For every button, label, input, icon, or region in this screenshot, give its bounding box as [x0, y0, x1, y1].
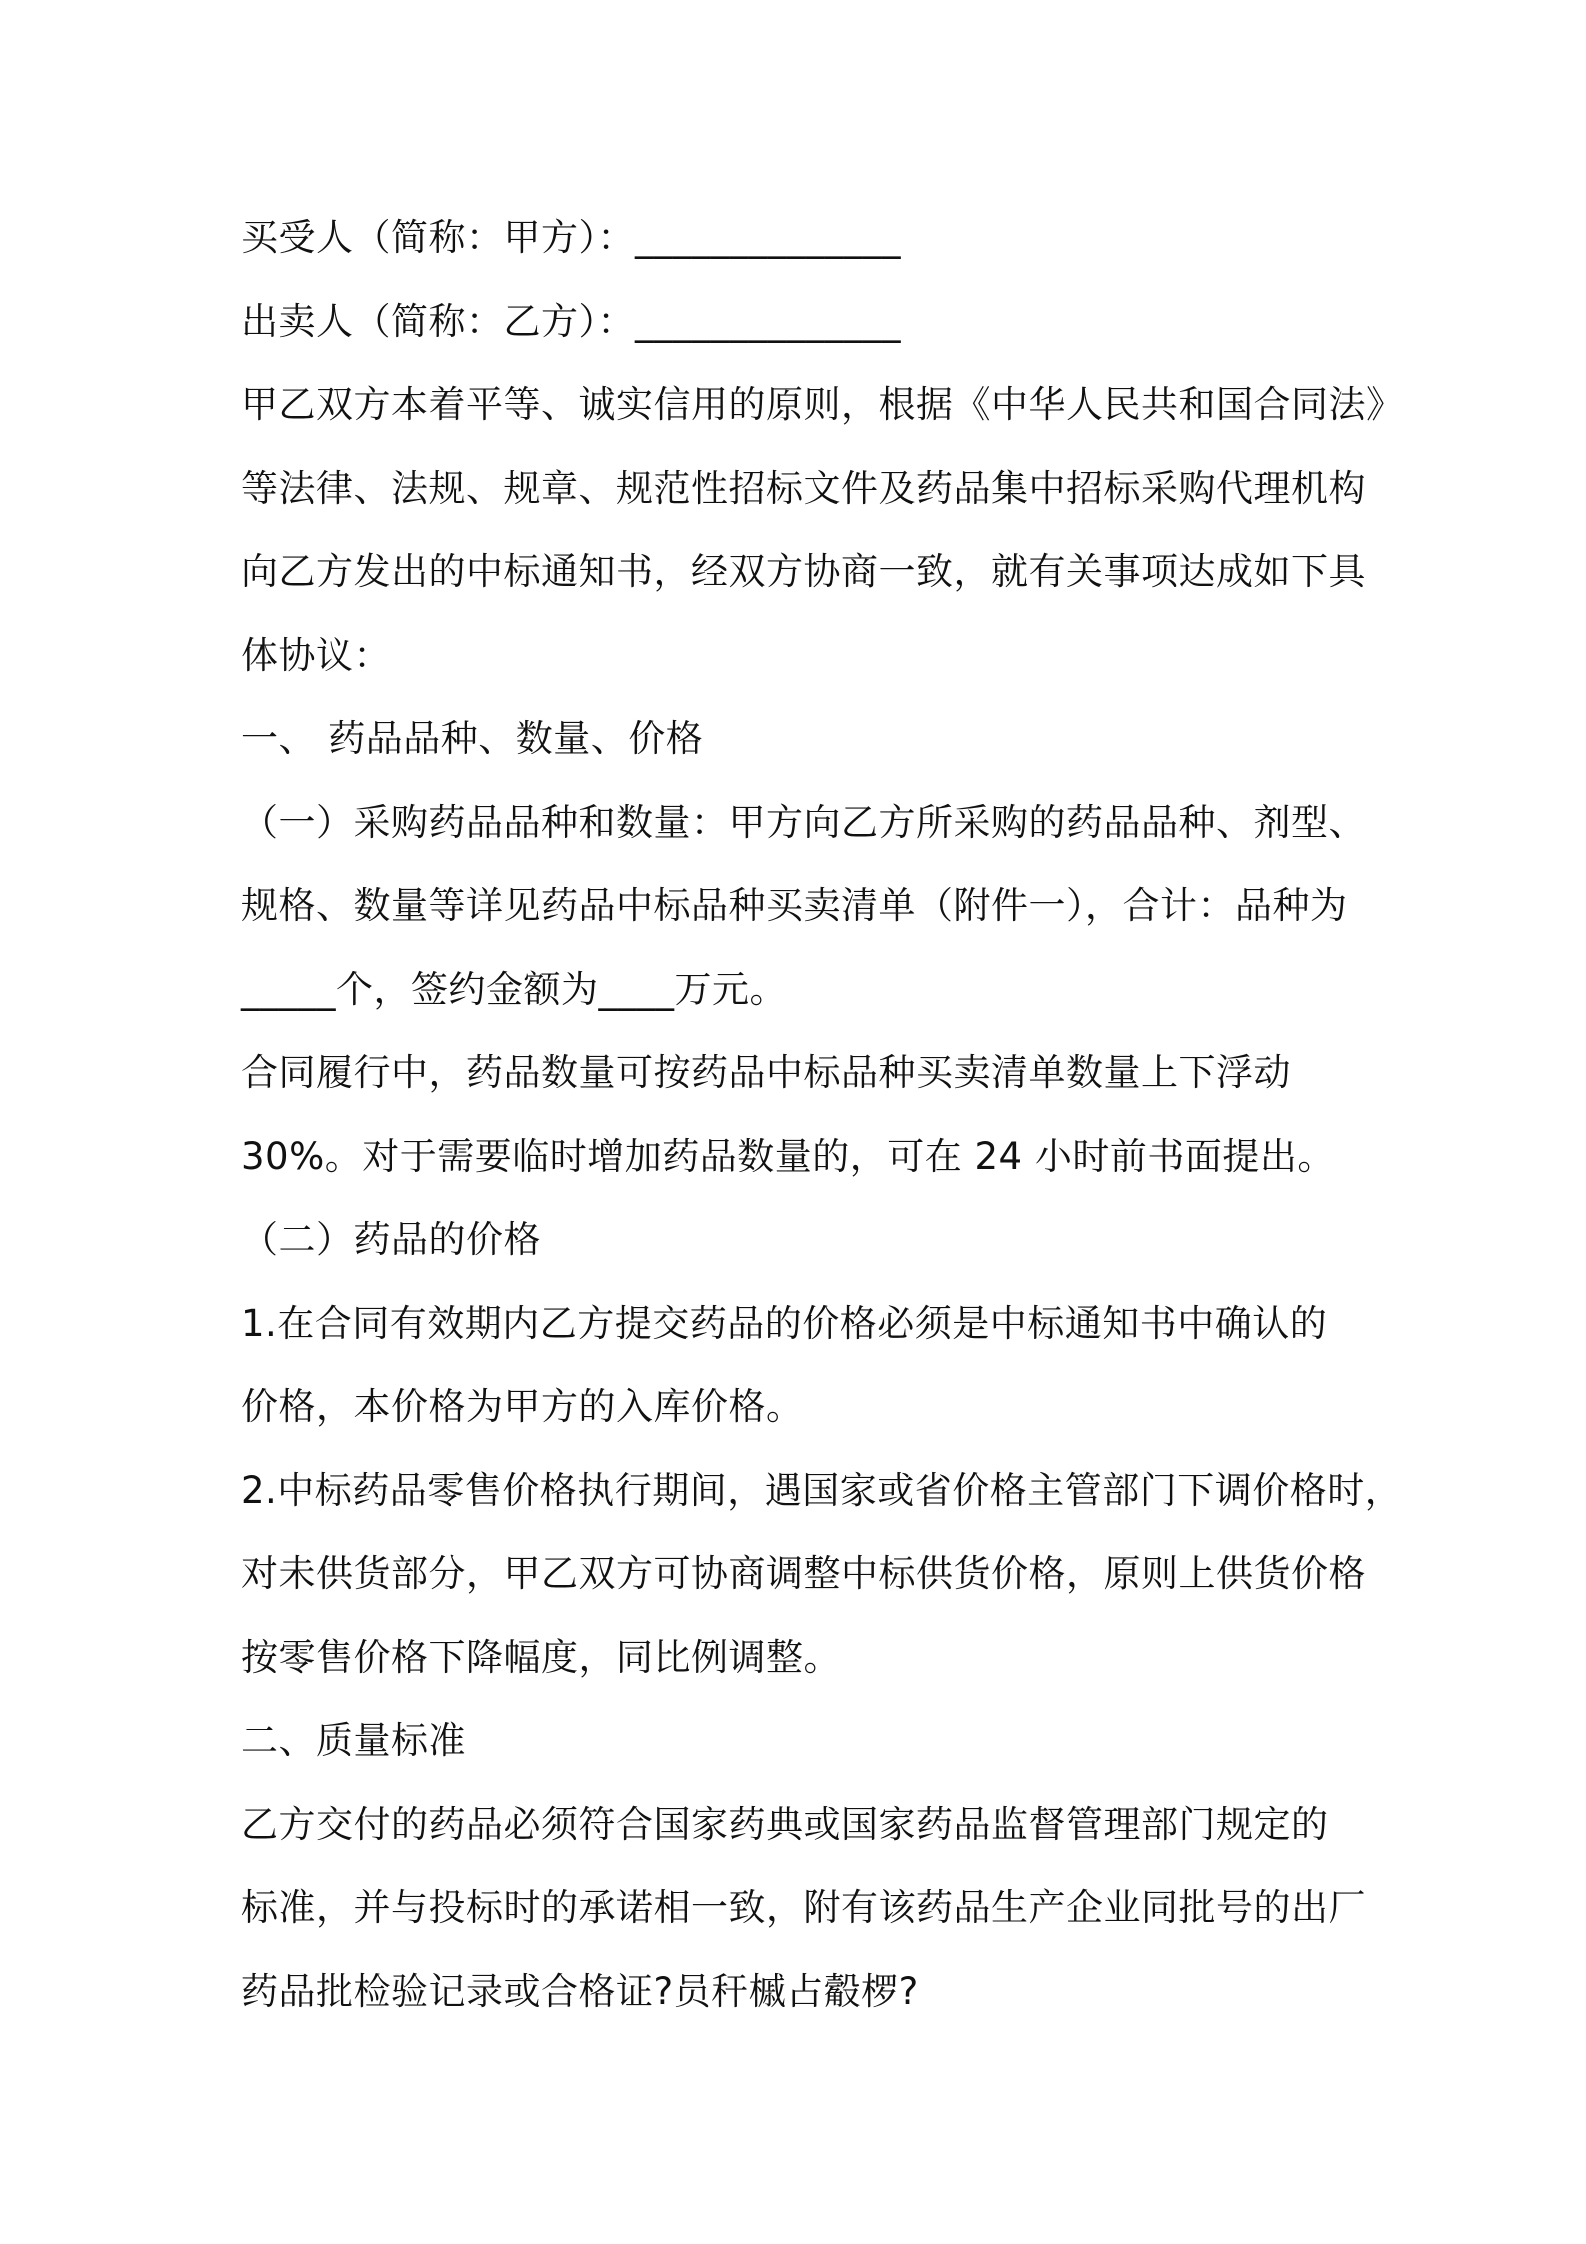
preamble-line-2: 等法律、法规、规章、规范性招标文件及药品集中招标采购代理机构 — [241, 466, 1366, 510]
subsection-1-line-1: （一）采购药品品种和数量：甲方向乙方所采购的药品品种、剂型、 — [241, 800, 1366, 844]
price-clause-2-line-1: 2.中标药品零售价格执行期间，遇国家或省价格主管部门下调价格时， — [241, 1468, 1403, 1512]
contract-text — [241, 196, 1404, 2033]
preamble-line-1: 甲乙双方本着平等、诚实信用的原则，根据《中华人民共和国合同法》 — [241, 383, 1404, 426]
preamble-line-4: 体协议： — [241, 633, 391, 677]
subsection-2-heading: （二）药品的价格 — [241, 1218, 541, 1261]
quality-line-3: 药品批检验记录或合格证?员秆槭占觳椤? — [241, 1969, 919, 2013]
price-clause-2-line-2: 对未供货部分，甲乙双方可协商调整中标供货价格，原则上供货价格 — [241, 1552, 1366, 1595]
section-heading-2: 二、质量标准 — [241, 1719, 466, 1762]
buyer-line: 买受人（简称：甲方）：______________ — [241, 216, 901, 259]
price-clause-1-line-1: 1.在合同有效期内乙方提交药品的价格必须是中标通知书中确认的 — [241, 1301, 1328, 1345]
quality-line-1: 乙方交付的药品必须符合国家药典或国家药品监督管理部门规定的 — [241, 1802, 1329, 1846]
subsection-1-line-3: _____个，签约金额为____万元。 — [241, 967, 787, 1011]
seller-line: 出卖人（简称：乙方）：______________ — [241, 299, 901, 343]
section-heading-1: 一、 药品品种、数量、价格 — [241, 717, 704, 760]
preamble-line-3: 向乙方发出的中标通知书，经双方协商一致，就有关事项达成如下具 — [241, 550, 1366, 593]
quality-line-2: 标准，并与投标时的承诺相一致，附有该药品生产企业同批号的出厂 — [241, 1886, 1366, 1929]
fluctuation-line-2: 30%。对于需要临时增加药品数量的，可在 24 小时前书面提出。 — [241, 1134, 1335, 1178]
price-clause-2-line-3: 按零售价格下降幅度，同比例调整。 — [241, 1635, 841, 1679]
fluctuation-line-1: 合同履行中，药品数量可按药品中标品种买卖清单数量上下浮动 — [241, 1051, 1291, 1094]
price-clause-1-line-2: 价格，本价格为甲方的入库价格。 — [241, 1385, 804, 1428]
subsection-1-line-2: 规格、数量等详见药品中标品种买卖清单（附件一），合计：品种为 — [241, 884, 1348, 927]
